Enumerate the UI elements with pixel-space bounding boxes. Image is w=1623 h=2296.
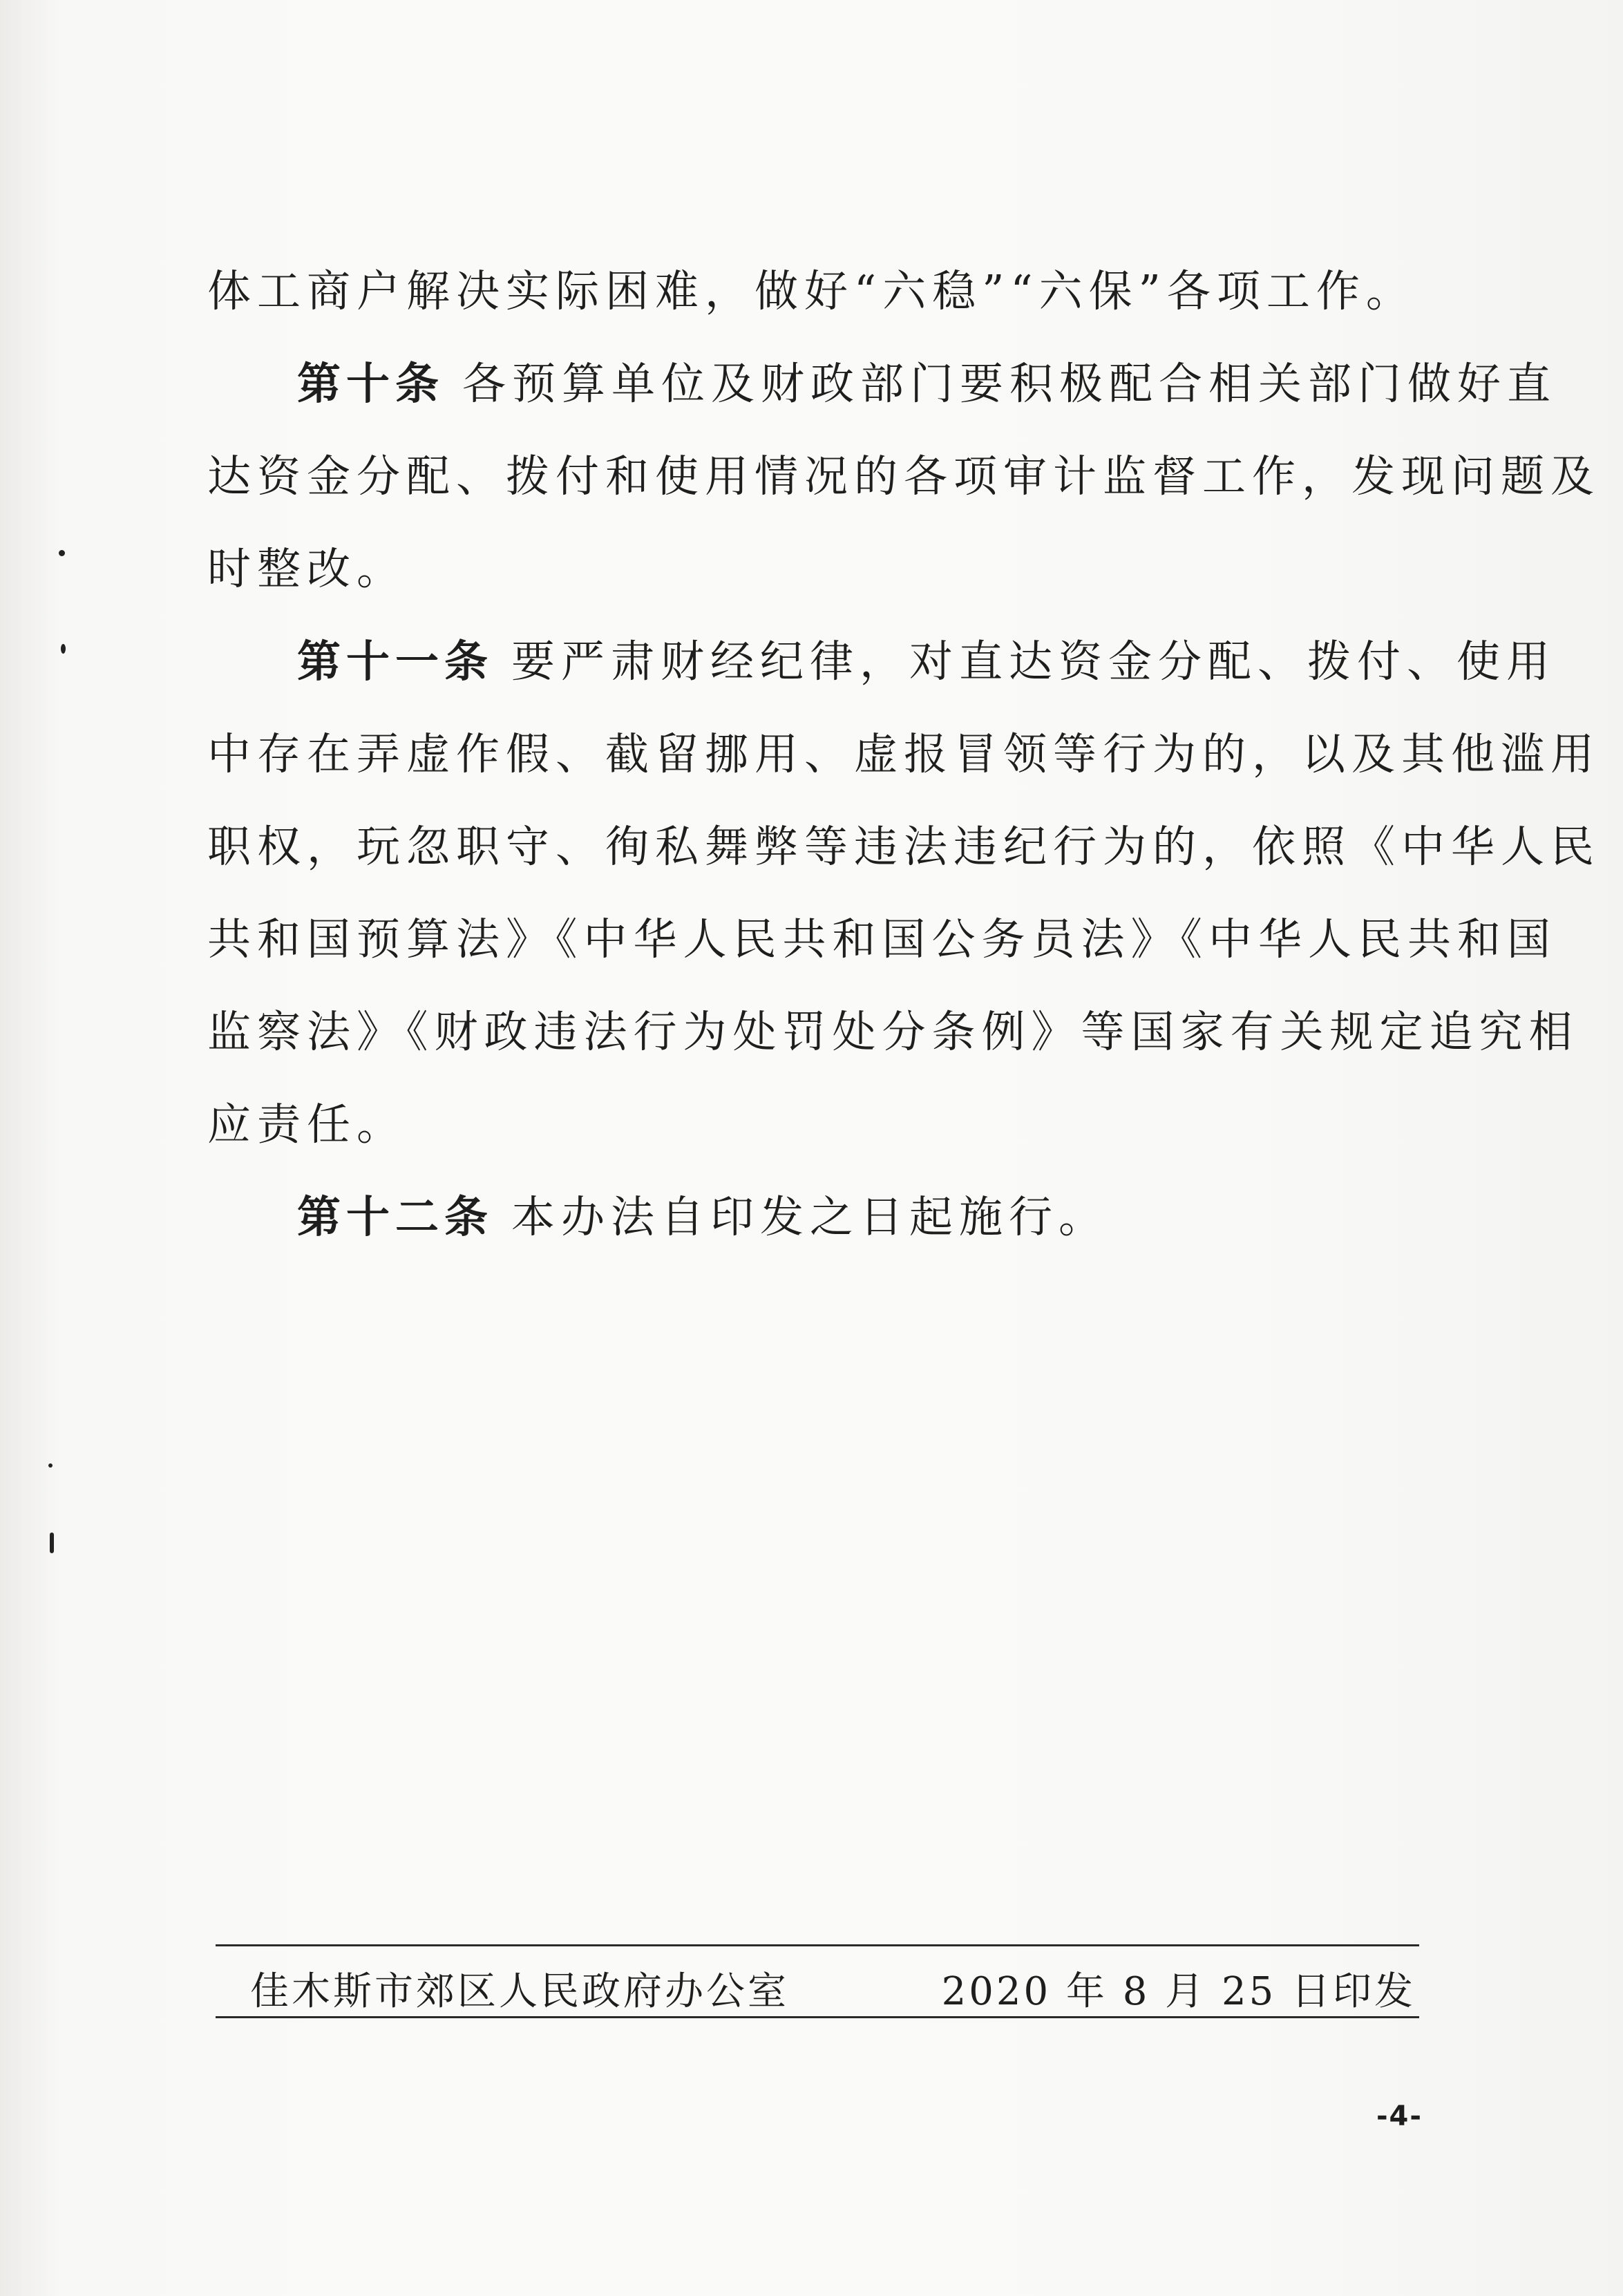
scan-speck xyxy=(59,550,65,556)
article-10-first-line xyxy=(207,338,1557,430)
article-12-label: 第十二条 xyxy=(297,1192,493,1242)
paragraph-text: 职权，玩忽职守、徇私舞弊等违法违纪行为的，依照《中华人民 xyxy=(207,822,1600,872)
paragraph-text: 共和国预算法》《中华人民共和国公务员法》《中华人民共和国 xyxy=(207,914,1557,965)
body-line xyxy=(207,708,1600,801)
article-11-label: 第十一条 xyxy=(297,636,493,687)
body-line xyxy=(207,801,1600,893)
paragraph-text: 达资金分配、拨付和使用情况的各项审计监督工作，发现问题及 xyxy=(207,451,1600,502)
issue-date: 2020 年 8 月 25 日印发 xyxy=(941,1969,1416,2014)
paragraph-text: 监察法》《财政违法行为处罚处分条例》等国家有关规定追究相 xyxy=(207,1007,1579,1057)
body-line xyxy=(207,986,1579,1079)
footer-top-rule xyxy=(216,1944,1419,1946)
issuing-office: 佳木斯市郊区人民政府办公室 xyxy=(250,1969,789,2014)
body-line xyxy=(207,430,1600,523)
paragraph-text: 体工商户解决实际困难，做好“六稳”“六保”各项工作。 xyxy=(207,266,1416,316)
article-12-first-line xyxy=(207,1171,1423,1264)
paragraph-text: 要严肃财经纪律，对直达资金分配、拨付、使用 xyxy=(511,636,1556,687)
footer-bottom-rule xyxy=(216,2016,1419,2018)
article-10-label: 第十条 xyxy=(297,359,444,409)
paragraph-text: 各预算单位及财政部门要积极配合相关部门做好直 xyxy=(462,359,1557,409)
scan-speck xyxy=(61,644,66,654)
paragraph-text: 应责任。 xyxy=(207,1099,406,1150)
body-line xyxy=(207,893,1557,986)
body-line xyxy=(207,245,1423,338)
body-line xyxy=(207,1079,1423,1171)
body-line xyxy=(207,523,1423,616)
article-11-first-line xyxy=(207,616,1556,708)
page-number: -4- xyxy=(1376,2100,1423,2132)
scan-speck xyxy=(48,1463,53,1468)
paragraph-text: 本办法自印发之日起施行。 xyxy=(511,1192,1108,1242)
paragraph-text: 中存在弄虚作假、截留挪用、虚报冒领等行为的，以及其他滥用 xyxy=(207,729,1600,779)
document-body xyxy=(207,245,1600,1264)
paragraph-text: 时整改。 xyxy=(207,544,406,594)
scan-speck xyxy=(50,1533,54,1553)
